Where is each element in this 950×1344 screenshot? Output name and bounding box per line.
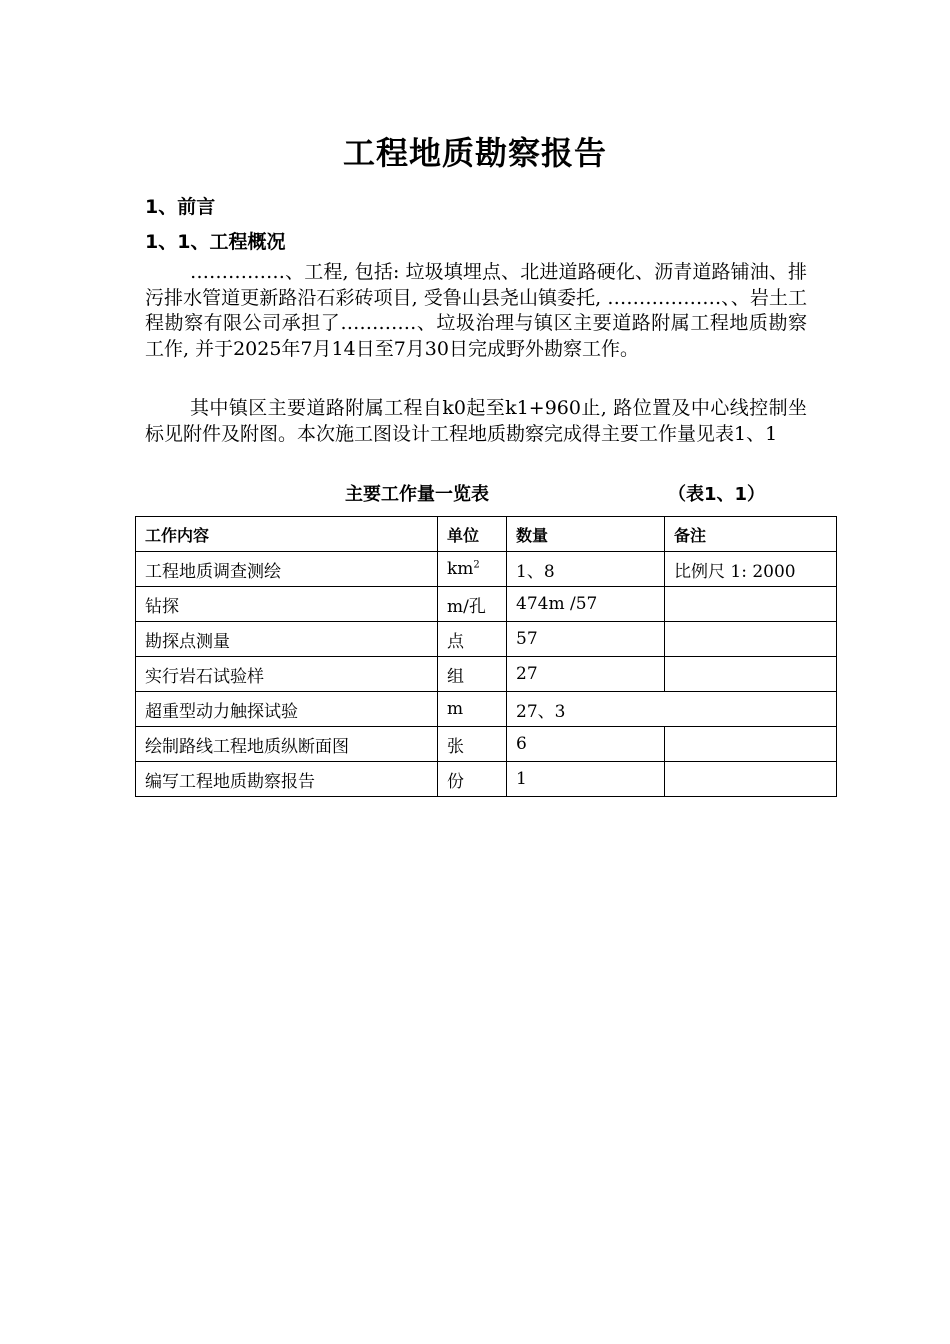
cell-unit: 点 xyxy=(438,622,507,657)
cell-content: 编写工程地质勘察报告 xyxy=(136,762,438,797)
table-row xyxy=(136,657,837,692)
table-row xyxy=(136,622,837,657)
cell-content: 超重型动力触探试验 xyxy=(136,692,438,727)
table-row xyxy=(136,727,837,762)
cell-remark xyxy=(665,587,837,622)
cell-quantity: 474m /57 xyxy=(507,587,665,622)
cell-unit: 组 xyxy=(438,657,507,692)
table-caption-number: （表1、1） xyxy=(668,484,766,505)
cell-remark xyxy=(665,657,837,692)
table-row xyxy=(136,692,837,727)
table-caption-title: 主要工作量一览表 xyxy=(345,484,489,505)
cell-quantity-merged: 27、3 xyxy=(507,692,837,727)
table-caption xyxy=(0,480,950,504)
header-quantity: 数量 xyxy=(507,517,665,552)
header-remark: 备注 xyxy=(665,517,837,552)
cell-remark: 比例尺 1: 2000 xyxy=(665,552,837,587)
cell-unit: 份 xyxy=(438,762,507,797)
scope-paragraph: 其中镇区主要道路附属工程自k0起至k1+960止, 路位置及中心线控制坐标见附件及附图。本次施工图设计工程地质勘察完成得主要工作量见表1、1 xyxy=(145,397,807,445)
document-title: 工程地质勘察报告 xyxy=(342,134,607,172)
cell-remark xyxy=(665,622,837,657)
cell-unit-base: km xyxy=(447,559,474,579)
overview-paragraph: ……………、工程, 包括: 垃圾填埋点、北进道路硬化、沥青道路铺油、排污排水管道更新路沿石彩砖项目, 受鲁山县尧山镇委托, ………………、、岩土工程勘察有限公司承担了…………、垃圾治理与镇区主要道路附属工程地质勘察工作, 并于2025年7月14日至7月30日完成野外勘察工作。 xyxy=(145,261,807,360)
cell-content: 钻探 xyxy=(136,587,438,622)
cell-quantity: 1 xyxy=(507,762,665,797)
cell-content: 实行岩石试验样 xyxy=(136,657,438,692)
cell-unit: 张 xyxy=(438,727,507,762)
cell-unit-superscript: 2 xyxy=(473,559,480,571)
section-heading-preface: 1、前言 xyxy=(145,196,216,218)
cell-content: 工程地质调查测绘 xyxy=(136,552,438,587)
cell-unit: m/孔 xyxy=(438,587,507,622)
cell-unit xyxy=(438,552,507,587)
cell-content: 绘制路线工程地质纵断面图 xyxy=(136,727,438,762)
header-content: 工作内容 xyxy=(136,517,438,552)
cell-quantity: 6 xyxy=(507,727,665,762)
cell-quantity: 27 xyxy=(507,657,665,692)
cell-remark xyxy=(665,762,837,797)
cell-remark xyxy=(665,727,837,762)
header-unit: 单位 xyxy=(438,517,507,552)
table-row xyxy=(136,587,837,622)
table-row xyxy=(136,762,837,797)
table-row xyxy=(136,552,837,587)
table-header-row xyxy=(136,517,837,552)
cell-unit: m xyxy=(438,692,507,727)
cell-quantity: 57 xyxy=(507,622,665,657)
cell-quantity: 1、8 xyxy=(507,552,665,587)
cell-content: 勘探点测量 xyxy=(136,622,438,657)
workload-table xyxy=(135,516,837,797)
section-heading-project-overview: 1、1、工程概况 xyxy=(145,231,286,253)
